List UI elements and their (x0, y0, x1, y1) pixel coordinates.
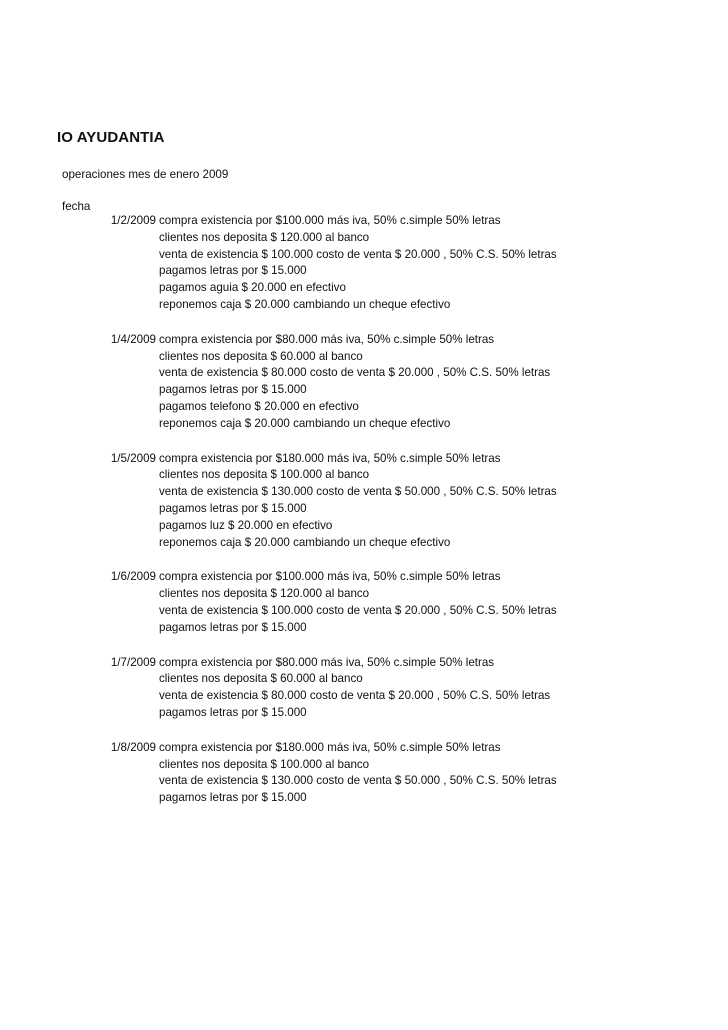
entry-block (0, 213, 728, 314)
entry-line: pagamos letras por $ 15.000 (159, 705, 307, 719)
entry-line: clientes nos deposita $ 120.000 al banco (159, 230, 370, 244)
entry-row (0, 332, 728, 349)
entry-line: reponemos caja $ 20.000 cambiando un cheque efectivo (159, 416, 451, 430)
entry-row (0, 688, 728, 705)
entry-line: pagamos letras por $ 15.000 (159, 264, 307, 278)
entry-row (0, 569, 728, 586)
entry-row (0, 518, 728, 535)
entry-line: venta de existencia $ 100.000 costo de venta $ 20.000 , 50% C.S. 50% letras (159, 603, 557, 617)
entry-line: compra existencia por $100.000 más iva, 50% c.simple 50% letras (159, 570, 501, 584)
entry-line: pagamos letras por $ 15.000 (159, 620, 307, 634)
entry-row (0, 263, 728, 280)
entry-line: clientes nos deposita $ 100.000 al banco (159, 468, 370, 482)
entry-line: clientes nos deposita $ 100.000 al banco (159, 757, 370, 771)
entry-row (0, 484, 728, 501)
entry-date: 1/4/2009 (110, 332, 156, 346)
entry-row (0, 501, 728, 518)
entry-row (0, 603, 728, 620)
entry-line: pagamos letras por $ 15.000 (159, 501, 307, 515)
entry-row (0, 586, 728, 603)
entry-row (0, 535, 728, 552)
entry-row (0, 416, 728, 433)
entry-date: 1/2/2009 (110, 214, 156, 227)
entry-row (0, 382, 728, 399)
entry-row (0, 671, 728, 688)
entry-line: pagamos letras por $ 15.000 (159, 383, 307, 397)
entry-date: 1/5/2009 (110, 451, 156, 465)
entry-row (0, 773, 728, 790)
entry-block (0, 451, 728, 552)
entry-line: venta de existencia $ 80.000 costo de venta $ 20.000 , 50% C.S. 50% letras (159, 689, 551, 703)
entry-row (0, 467, 728, 484)
entry-row (0, 213, 728, 230)
entry-row (0, 365, 728, 382)
entry-row (0, 757, 728, 774)
entry-date: 1/6/2009 (110, 570, 156, 584)
fecha-column-label: fecha (62, 200, 91, 213)
entry-line: clientes nos deposita $ 120.000 al banco (159, 587, 370, 601)
entry-line: pagamos telefono $ 20.000 en efectivo (159, 399, 359, 413)
document-subtitle: operaciones mes de enero 2009 (62, 168, 229, 181)
entry-date: 1/8/2009 (110, 740, 156, 754)
entry-block (0, 655, 728, 722)
entry-line: compra existencia por $80.000 más iva, 50% c.simple 50% letras (159, 655, 495, 669)
entry-block (0, 332, 728, 433)
entry-block (0, 740, 728, 807)
entry-row (0, 247, 728, 264)
entry-row (0, 280, 728, 297)
entry-block (0, 569, 728, 636)
document-title: IO AYUDANTIA (57, 129, 165, 146)
entry-row (0, 297, 728, 314)
entry-line: venta de existencia $ 130.000 costo de venta $ 50.000 , 50% C.S. 50% letras (159, 774, 557, 788)
entry-row (0, 451, 728, 468)
entry-row (0, 349, 728, 366)
entry-row (0, 230, 728, 247)
entry-row (0, 399, 728, 416)
entry-line: compra existencia por $100.000 más iva, 50% c.simple 50% letras (159, 214, 501, 227)
entry-date: 1/7/2009 (110, 655, 156, 669)
entry-row (0, 620, 728, 637)
entry-line: venta de existencia $ 100.000 costo de venta $ 20.000 , 50% C.S. 50% letras (159, 247, 557, 261)
entry-line: compra existencia por $180.000 más iva, 50% c.simple 50% letras (159, 451, 501, 465)
entry-line: compra existencia por $180.000 más iva, 50% c.simple 50% letras (159, 740, 501, 754)
entry-line: pagamos luz $ 20.000 en efectivo (159, 518, 333, 532)
entry-row (0, 655, 728, 672)
entry-line: clientes nos deposita $ 60.000 al banco (159, 672, 363, 686)
entry-line: venta de existencia $ 130.000 costo de venta $ 50.000 , 50% C.S. 50% letras (159, 485, 557, 499)
entry-row (0, 790, 728, 807)
entry-line: clientes nos deposita $ 60.000 al banco (159, 349, 363, 363)
entry-line: venta de existencia $ 80.000 costo de venta $ 20.000 , 50% C.S. 50% letras (159, 366, 551, 380)
entry-line: pagamos letras por $ 15.000 (159, 791, 307, 805)
entries-list (0, 213, 728, 825)
entry-line: reponemos caja $ 20.000 cambiando un cheque efectivo (159, 535, 451, 549)
entry-line: compra existencia por $80.000 más iva, 50% c.simple 50% letras (159, 332, 495, 346)
entry-line: reponemos caja $ 20.000 cambiando un cheque efectivo (159, 297, 451, 311)
entry-row (0, 705, 728, 722)
entry-row (0, 740, 728, 757)
entry-line: pagamos aguia $ 20.000 en efectivo (159, 281, 346, 295)
